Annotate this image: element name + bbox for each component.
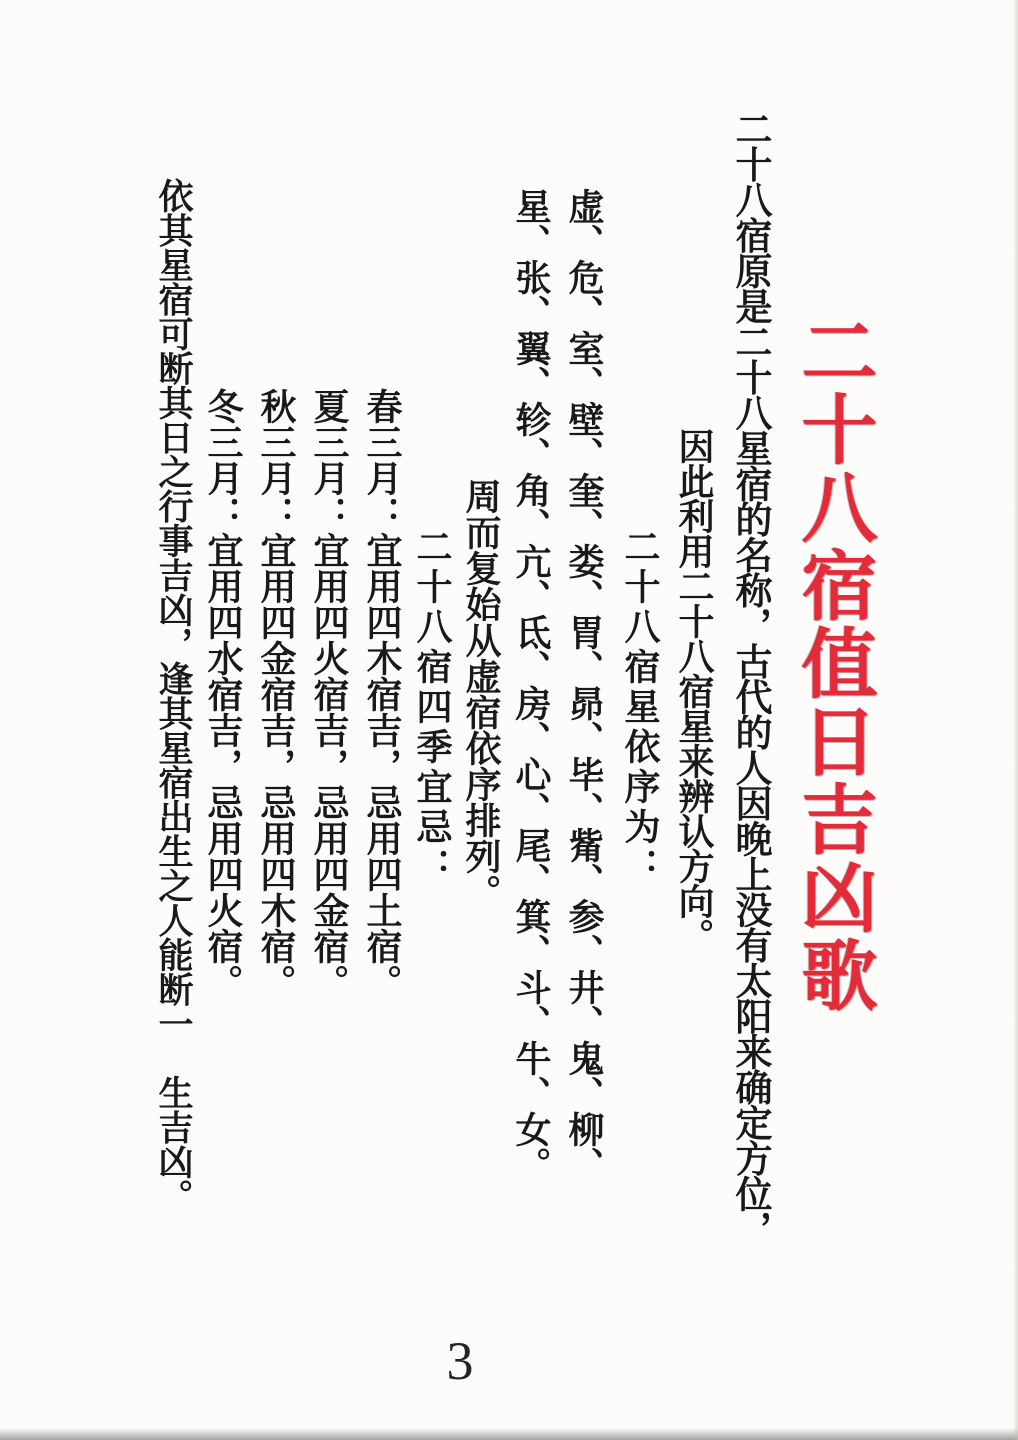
conclusion-paragraph: 依其星宿可断其日之行事吉凶，逢其星宿出生之人能断一 生吉凶。: [154, 178, 193, 1213]
paragraph-intro-continued: 因此利用二十八宿星来辨认方向。: [674, 428, 714, 953]
seasons-header: 二十八宿四季宜忌：: [412, 528, 452, 888]
page-number: 3: [446, 1331, 474, 1391]
cycle-note: 周而复始从虚宿依序排列。: [461, 478, 501, 910]
autumn-rule: 秋三月：宜用四金宿吉，忌用四木宿。: [256, 388, 296, 1000]
mansion-list-part-2: 星、张、翼、轸、角、亢、氐、房、心、尾、箕、斗、牛、女。: [511, 188, 551, 1182]
mansion-list-part-1: 虚、危、室、壁、奎、娄、胃、昴、毕、觜、参、井、鬼、柳、: [564, 188, 604, 1182]
paragraph-intro: 二十八宿原是二十八星宿的名称，古代的人因晚上没有太阳来确定方位，: [729, 110, 770, 1246]
page-title: 二十八宿值日吉凶歌: [790, 312, 874, 1014]
scan-edge-shadow-right: [1013, 0, 1018, 1440]
winter-rule: 冬三月：宜用四水宿吉，忌用四火宿。: [203, 388, 243, 1000]
summer-rule: 夏三月：宜用四火宿吉，忌用四金宿。: [309, 388, 349, 1000]
spring-rule: 春三月：宜用四木宿吉，忌用四土宿。: [362, 388, 402, 1000]
scan-edge-shadow-bottom: [0, 1428, 1018, 1440]
sequence-header: 二十八宿星依序为：: [620, 528, 660, 888]
